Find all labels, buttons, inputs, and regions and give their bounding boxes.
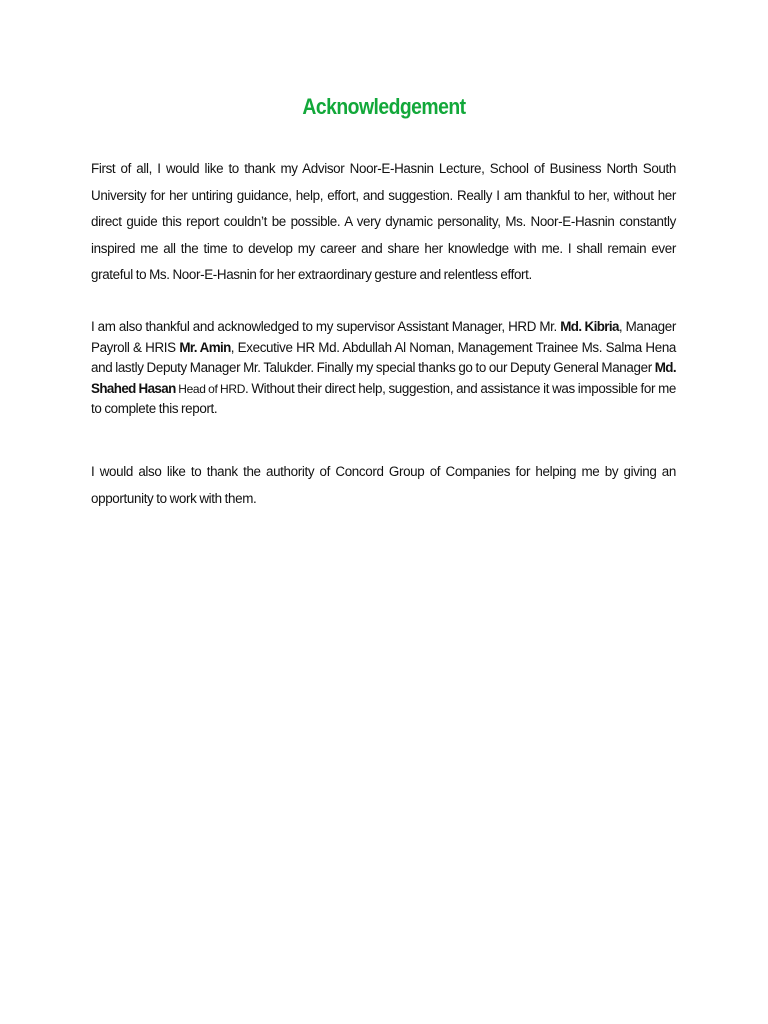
paragraph-text-segment: , Executive HR Md. Abdullah Al Noman, Management Trainee Ms. Salma Hena and lastly Deputy Manager Mr. Talukder. Finally my special thanks go to our Deputy General Manager	[91, 339, 677, 375]
person-name-kibria: Md. Kibria	[560, 319, 619, 334]
paragraph-text-segment: , Manager Payroll & HRIS	[91, 319, 676, 355]
paragraph-company-thanks: I would also like to thank the authority of Concord Group of Companies for helping me by giving an opportunity to work with them.	[91, 464, 676, 506]
page-title: Acknowledgement	[302, 94, 466, 119]
person-name-shahed-hasan: Md. Shahed Hasan	[91, 360, 676, 396]
paragraph-text-segment: . Without their direct help, suggestion, and assistance it was impossible for me to complete this report.	[91, 380, 677, 416]
paragraph-supervisor-thanks	[91, 317, 676, 420]
person-name-amin: Mr. Amin	[179, 339, 231, 355]
paragraph-text-segment: Head of HRD	[175, 381, 246, 396]
paragraph-advisor-thanks: First of all, I would like to thank my Advisor Noor-E-Hasnin Lecture, School of Business North South University for her untiring guidance, help, effort, and suggestion. Really I am thankful to her, without her direct guide this report couldn’t be possible. A very dynamic personality, Ms. Noor-E-Hasnin constantly inspired me all the time to develop my career and share her knowledge with me. I shall remain ever grateful to Ms. Noor-E-Hasnin for her extraordinary gesture and relentless effort.	[91, 161, 676, 282]
paragraph-text-segment: I am also thankful and acknowledged to my supervisor Assistant Manager, HRD Mr.	[91, 319, 561, 334]
